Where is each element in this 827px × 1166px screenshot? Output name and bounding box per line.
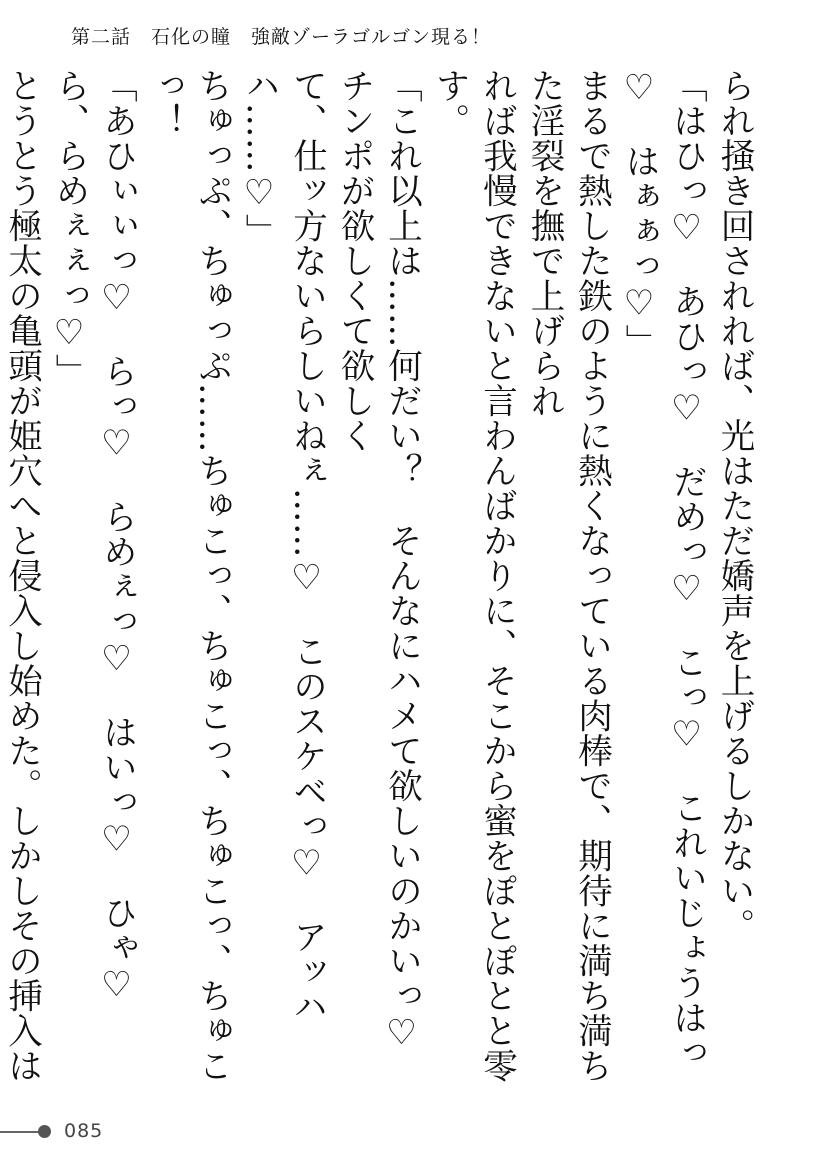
text-column: ちゅっぷ、ちゅっぷ……ちゅこっ、ちゅこっ、ちゅこっ、ちゅこっ！: [144, 68, 232, 1083]
text-column: 「はひっ♡ あひっ♡ だめっ♡ こっ♡ これいじょうはっ♡ はぁぁっ♡」: [619, 68, 707, 1070]
page-number: 085: [64, 1120, 104, 1142]
text-column: とうとう極太の亀頭が姫穴へと侵入し始めた。しかしその挿入は: [1, 68, 42, 1083]
text-column: て、仕ッ方ないらしいねぇ……♡ このスケベっ♡ アッハハ……♡」: [239, 68, 327, 1024]
text-column: られ掻き回されれば、光はただ嬌声を上げるしかない。: [714, 68, 754, 943]
chapter-header: 第二話 石化の瞳 強敵ゾーラゴルゴン現る！: [71, 26, 492, 48]
text-column: れば我慢できないと言わんばかりに、そこから蜜をぽとぽとと零す。: [429, 68, 517, 1083]
footer-rule: [0, 1131, 42, 1133]
vertical-body-text: [1, 68, 757, 1089]
text-column: 「これ以上は……何だい？ そんなにハメて欲しいのかいっ♡ チンポが欲しくて欲しく: [334, 68, 422, 1089]
text-column: まるで熱した鉄のように熱くなっている肉棒で、期待に満ち満ちた淫裂を撫で上げられ: [524, 68, 612, 1083]
footer-dot-icon: [38, 1125, 51, 1138]
text-column: 「あひぃぃっ♡ らっ♡ らめぇっ♡ はいっ♡ ひゃ♡ ら、らめぇぇっ♡」: [49, 68, 137, 1041]
